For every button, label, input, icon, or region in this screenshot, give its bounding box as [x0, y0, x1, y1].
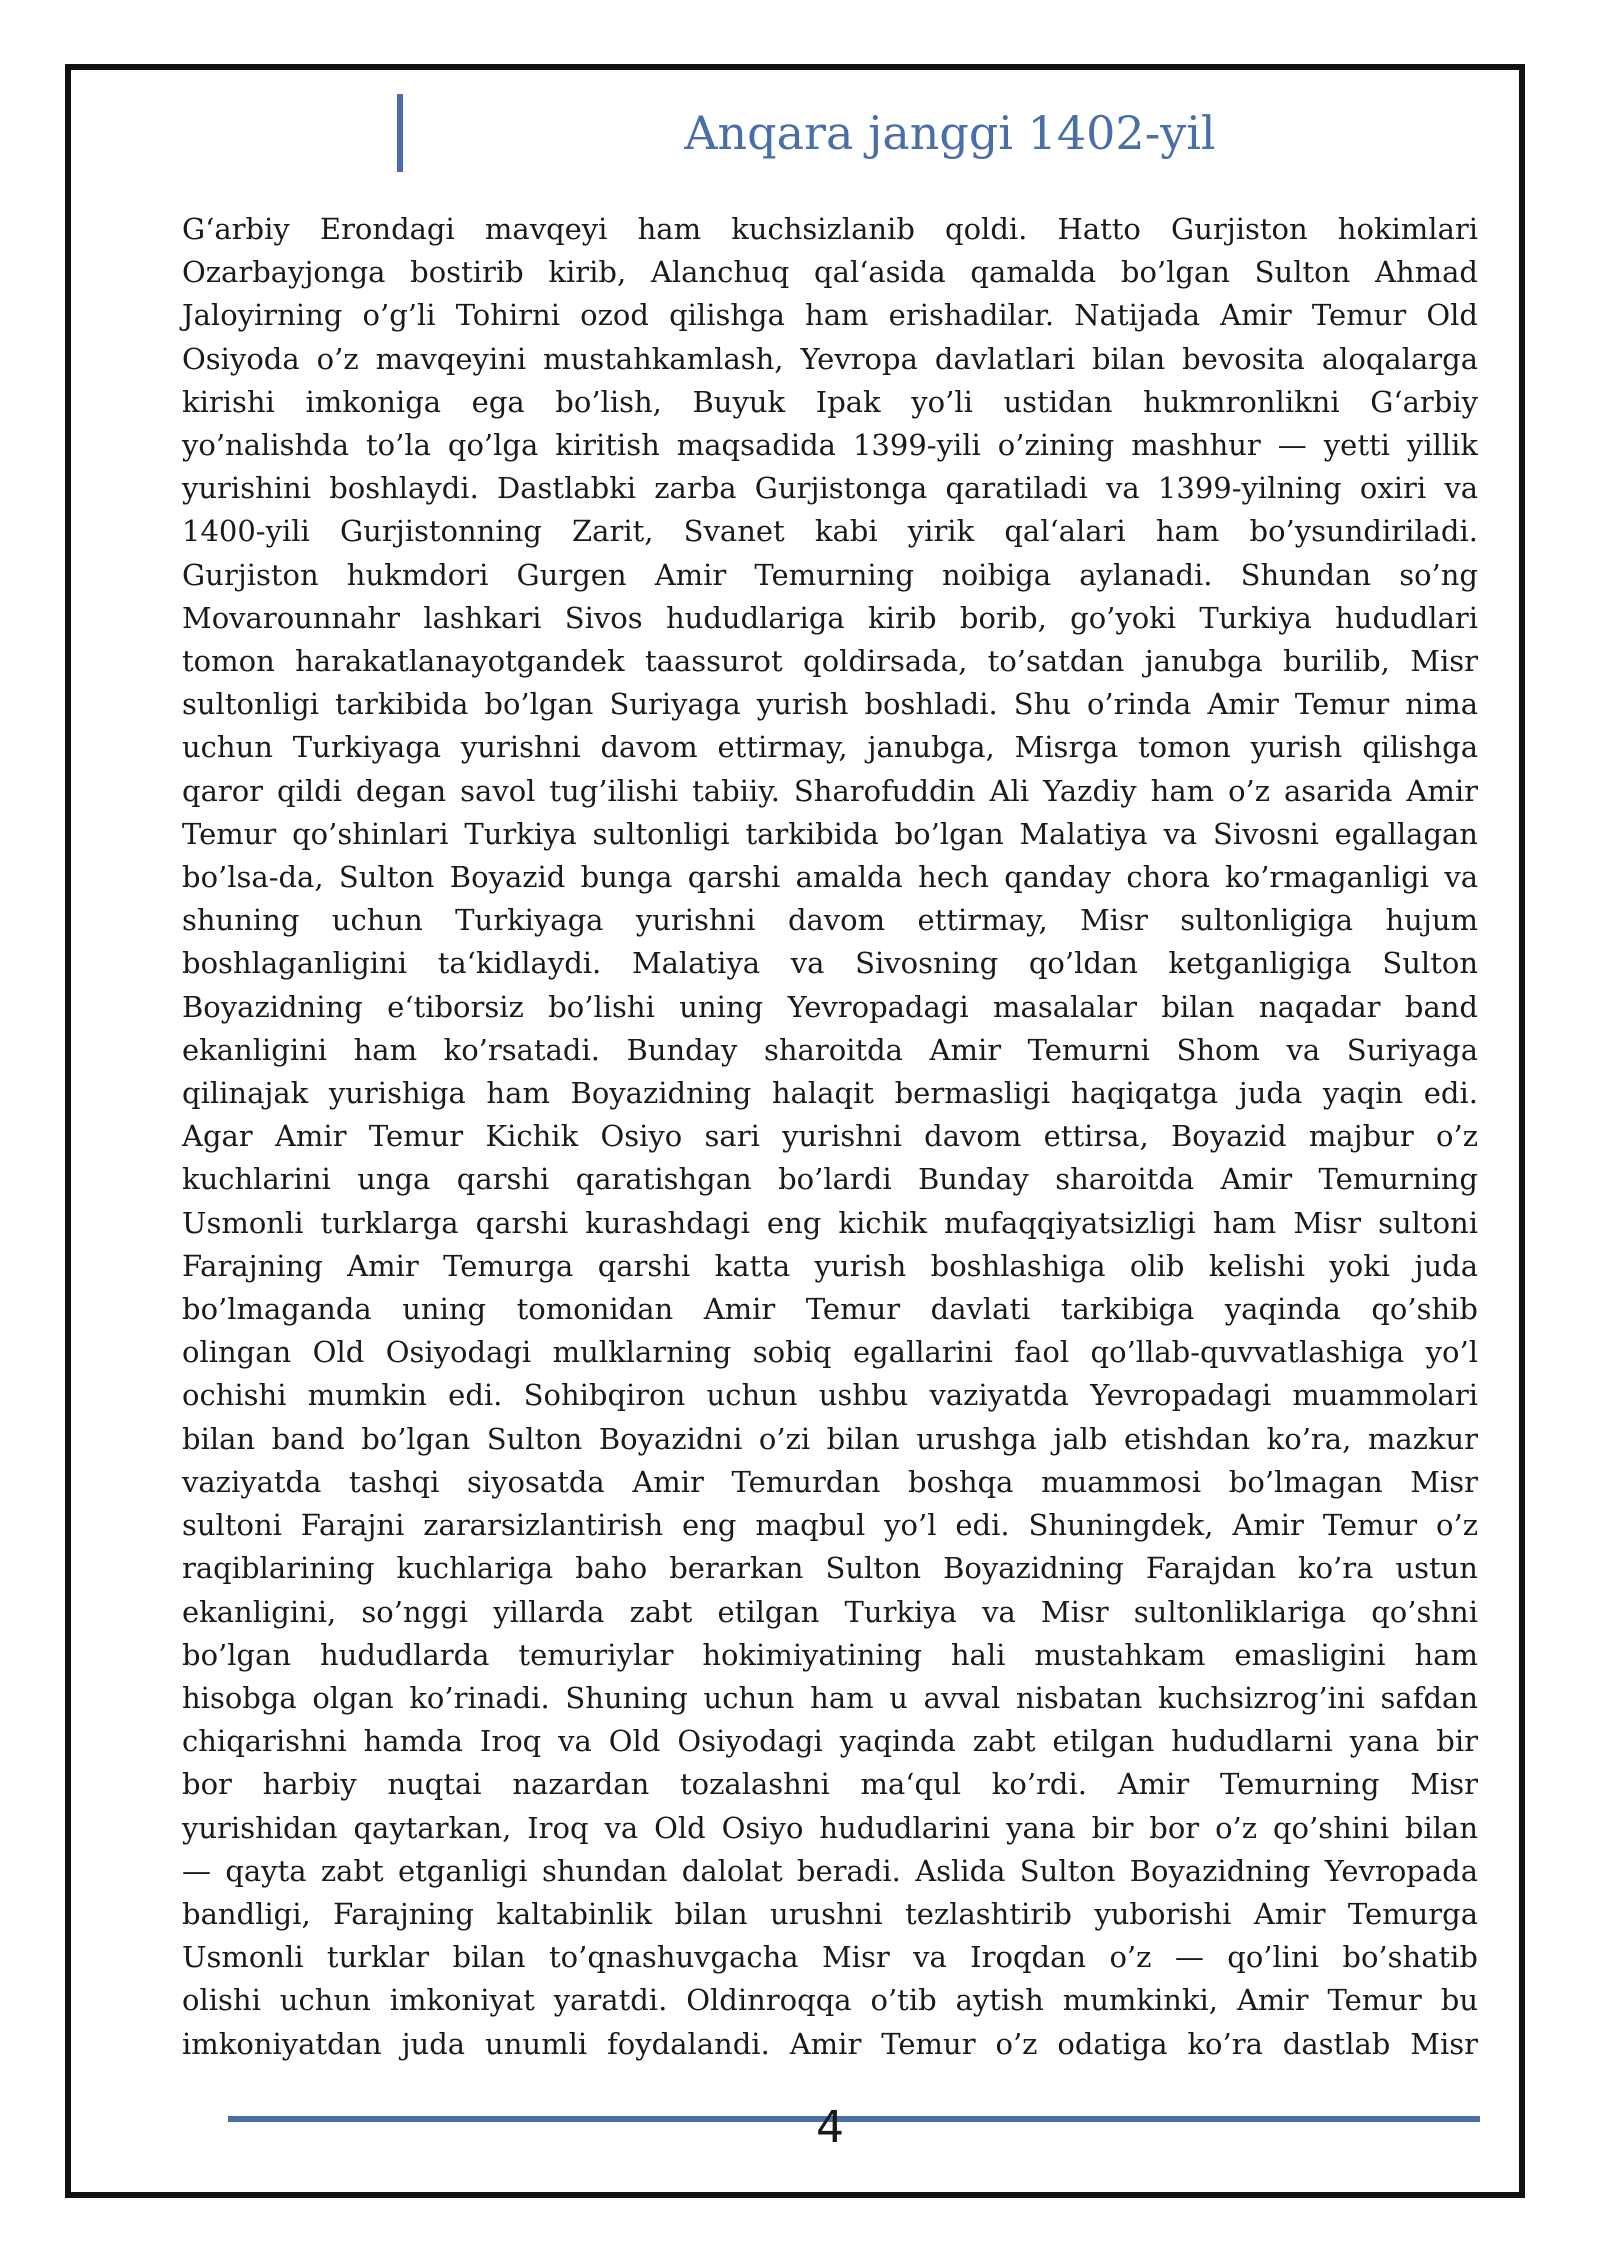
text-line: Boyazidning e‘tiborsiz bo’lishi uning Yevropadagi masalalar bilan naqadar band: [182, 989, 1478, 1024]
text-line: sultonligi tarkibida bo’lgan Suriyaga yurish boshladi. Shu o’rinda Amir Temur nima: [182, 687, 1478, 722]
text-line: shuning uchun Turkiyaga yurishni davom ettirmay, Misr sultonligiga hujum: [182, 903, 1478, 938]
text-line: 1400-yili Gurjistonning Zarit, Svanet kabi yirik qal‘alari ham bo’ysundiriladi.: [182, 514, 1478, 549]
text-line: Gurjiston hukmdori Gurgen Amir Temurning noibiga aylanadi. Shundan so’ng: [182, 557, 1478, 592]
text-line: bilan band bo’lgan Sulton Boyazidni o’zi bilan urushga jalb etishdan ko’ra, mazkur: [182, 1421, 1478, 1456]
text-line: yurishidan qaytarkan, Iroq va Old Osiyo hududlarini yana bir bor o’z qo’shini bilan: [182, 1810, 1478, 1845]
text-line: yo’nalishda to’la qo’lga kiritish maqsadida 1399-yili o’zining mashhur — yetti yillik: [182, 428, 1478, 463]
text-line: kirishi imkoniga ega bo’lish, Buyuk Ipak yo’li ustidan hukmronlikni G‘arbiy: [182, 384, 1478, 419]
text-line: Usmonli turklar bilan to’qnashuvgacha Misr va Iroqdan o’z — qo’lini bo’shatib: [182, 1940, 1478, 1975]
text-line: Agar Amir Temur Kichik Osiyo sari yurishni davom ettirsa, Boyazid majbur o’z: [182, 1119, 1478, 1154]
text-line: Temur qo’shinlari Turkiya sultonligi tarkibida bo’lgan Malatiya va Sivosni egallagan: [182, 816, 1478, 851]
text-line: ekanligini, so’nggi yillarda zabt etilgan Turkiya va Misr sultonliklariga qo’shni: [182, 1594, 1478, 1629]
text-line: imkoniyatdan juda unumli foydalandi. Amir Temur o’z odatiga ko’ra dastlab Misr: [182, 2026, 1478, 2061]
text-line: boshlaganligini ta‘kidlaydi. Malatiya va Sivosning qo’ldan ketganligiga Sulton: [182, 946, 1478, 981]
page-number: 4: [816, 2102, 844, 2153]
text-line: bo’lmaganda uning tomonidan Amir Temur davlati tarkibiga yaqinda qo’shib: [182, 1292, 1478, 1327]
text-line: — qayta zabt etganligi shundan dalolat beradi. Aslida Sulton Boyazidning Yevropada: [182, 1853, 1478, 1888]
text-line: uchun Turkiyaga yurishni davom ettirmay, janubga, Misrga tomon yurish qilishga: [182, 730, 1478, 765]
text-line: bo’lsa-da, Sulton Boyazid bunga qarshi amalda hech qanday chora ko’rmaganligi va: [182, 860, 1478, 895]
text-line: bandligi, Farajning kaltabinlik bilan urushni tezlashtirib yuborishi Amir Temurga: [182, 1896, 1478, 1931]
text-line: qilinajak yurishiga ham Boyazidning halaqit bermasligi haqiqatga juda yaqin edi.: [182, 1076, 1478, 1111]
text-line: Farajning Amir Temurga qarshi katta yurish boshlashiga olib kelishi yoki juda: [182, 1248, 1478, 1283]
text-line: yurishini boshlaydi. Dastlabki zarba Gurjistonga qaratiladi va 1399-yilning oxiri va: [182, 471, 1478, 506]
text-line: sultoni Farajni zararsizlantirish eng maqbul yo’l edi. Shuningdek, Amir Temur o’z: [182, 1508, 1478, 1543]
text-line: bor harbiy nuqtai nazardan tozalashni ma‘qul ko’rdi. Amir Temurning Misr: [182, 1767, 1478, 1802]
page-title: Anqara janggi 1402-yil: [684, 106, 1216, 160]
body-paragraph: [182, 208, 1478, 2066]
text-line: hisobga olgan ko’rinadi. Shuning uchun ham u avval nisbatan kuchsizrog’ini safdan: [182, 1680, 1478, 1715]
text-line: tomon harakatlanayotgandek taassurot qoldirsada, to’satdan janubga burilib, Misr: [182, 644, 1478, 679]
text-line: chiqarishni hamda Iroq va Old Osiyodagi yaqinda zabt etilgan hududlarni yana bir: [182, 1724, 1478, 1759]
text-line: raqiblarining kuchlariga baho berarkan Sulton Boyazidning Farajdan ko’ra ustun: [182, 1551, 1478, 1586]
text-line: olingan Old Osiyodagi mulklarning sobiq egallarini faol qo’llab-quvvatlashiga yo’l: [182, 1335, 1478, 1370]
text-line: G‘arbiy Erondagi mavqeyi ham kuchsizlanib qoldi. Hatto Gurjiston hokimlari: [182, 212, 1478, 246]
header-accent-bar: [397, 94, 403, 172]
text-line: Ozarbayjonga bostirib kirib, Alanchuq qal‘asida qamalda bo’lgan Sulton Ahmad: [182, 255, 1478, 290]
text-line: ekanligini ham ko’rsatadi. Bunday sharoitda Amir Temurni Shom va Suriyaga: [182, 1032, 1478, 1067]
text-line: Jaloyirning o’g’li Tohirni ozod qilishga ham erishadilar. Natijada Amir Temur Old: [182, 298, 1478, 333]
text-line: olishi uchun imkoniyat yaratdi. Oldinroqqa o’tib aytish mumkinki, Amir Temur bu: [182, 1983, 1478, 2018]
text-line: bo’lgan hududlarda temuriylar hokimiyatining hali mustahkam emasligini ham: [182, 1637, 1478, 1672]
text-line: Movarounnahr lashkari Sivos hududlariga kirib borib, go’yoki Turkiya hududlari: [182, 600, 1478, 635]
text-line: qaror qildi degan savol tug’ilishi tabiiy. Sharofuddin Ali Yazdiy ham o’z asarida Amir: [182, 773, 1478, 808]
text-line: vaziyatda tashqi siyosatda Amir Temurdan boshqa muammosi bo’lmagan Misr: [182, 1464, 1478, 1499]
text-line: Osiyoda o’z mavqeyini mustahkamlash, Yevropa davlatlari bilan bevosita aloqalarga: [182, 341, 1478, 376]
text-line: kuchlarini unga qarshi qaratishgan bo’lardi Bunday sharoitda Amir Temurning: [182, 1162, 1478, 1197]
text-line: Usmonli turklarga qarshi kurashdagi eng kichik mufaqqiyatsizligi ham Misr sultoni: [182, 1205, 1478, 1240]
text-line: ochishi mumkin edi. Sohibqiron uchun ushbu vaziyatda Yevropadagi muammolari: [182, 1378, 1478, 1413]
